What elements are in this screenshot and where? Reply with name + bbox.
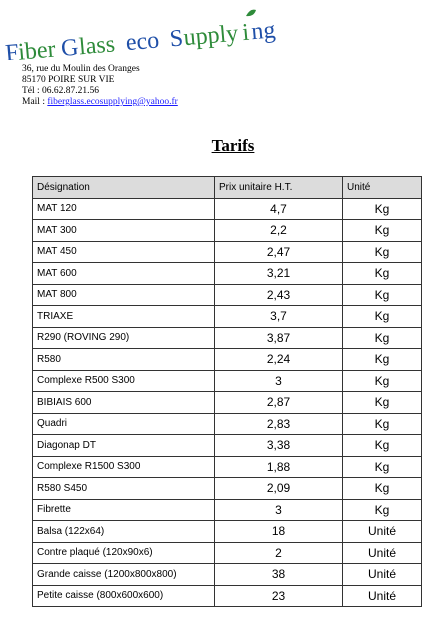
svg-text:upply: upply	[182, 20, 240, 52]
cell-unit: Unité	[343, 585, 422, 607]
table-row	[33, 564, 422, 586]
svg-text:iber: iber	[17, 36, 57, 60]
cell-unit: Kg	[343, 478, 422, 500]
mail-label: Mail :	[22, 97, 48, 107]
cell-designation: MAT 450	[33, 241, 215, 263]
company-address	[22, 64, 178, 108]
cell-price: 2,83	[215, 413, 343, 435]
cell-price: 23	[215, 585, 343, 607]
table-body	[33, 198, 422, 607]
price-table	[32, 176, 422, 607]
address-mail-line	[22, 97, 178, 108]
cell-unit: Kg	[343, 284, 422, 306]
cell-unit: Kg	[343, 456, 422, 478]
cell-unit: Kg	[343, 349, 422, 371]
cell-price: 2,87	[215, 392, 343, 414]
table-row	[33, 456, 422, 478]
company-logo	[2, 4, 302, 60]
leaf-icon	[246, 10, 256, 17]
email-link[interactable]: fiberglass.ecosupplying@yahoo.fr	[47, 97, 178, 107]
cell-unit: Unité	[343, 564, 422, 586]
table-row	[33, 521, 422, 543]
cell-price: 2,47	[215, 241, 343, 263]
table-row	[33, 435, 422, 457]
cell-unit: Unité	[343, 521, 422, 543]
logo-graphic	[2, 4, 302, 60]
cell-price: 2,2	[215, 220, 343, 242]
cell-unit: Kg	[343, 499, 422, 521]
svg-text:lass: lass	[77, 31, 117, 60]
cell-designation: Balsa (122x64)	[33, 521, 215, 543]
cell-price: 3,7	[215, 306, 343, 328]
cell-unit: Kg	[343, 327, 422, 349]
cell-designation: BIBIAIS 600	[33, 392, 215, 414]
cell-unit: Kg	[343, 241, 422, 263]
cell-designation: MAT 120	[33, 198, 215, 220]
cell-price: 2,09	[215, 478, 343, 500]
cell-designation: R290 (ROVING 290)	[33, 327, 215, 349]
column-header-unit: Unité	[343, 177, 422, 199]
cell-price: 2	[215, 542, 343, 564]
svg-text:i: i	[241, 19, 251, 47]
column-header-designation: Désignation	[33, 177, 215, 199]
svg-text:ng: ng	[250, 17, 277, 46]
table-row	[33, 413, 422, 435]
table-row	[33, 499, 422, 521]
address-phone: Tél : 06.62.87.21.56	[22, 86, 100, 96]
page-title: Tarifs	[211, 136, 255, 155]
cell-price: 38	[215, 564, 343, 586]
table-row	[33, 220, 422, 242]
cell-designation: Complexe R500 S300	[33, 370, 215, 392]
column-header-price: Prix unitaire H.T.	[215, 177, 343, 199]
table-row	[33, 263, 422, 285]
cell-designation: MAT 600	[33, 263, 215, 285]
cell-designation: Petite caisse (800x600x600)	[33, 585, 215, 607]
cell-designation: TRIAXE	[33, 306, 215, 328]
cell-price: 2,24	[215, 349, 343, 371]
table-row	[33, 478, 422, 500]
table-row	[33, 542, 422, 564]
table-header-row	[33, 177, 422, 199]
cell-designation: Fibrette	[33, 499, 215, 521]
cell-designation: Grande caisse (1200x800x800)	[33, 564, 215, 586]
table-row	[33, 349, 422, 371]
cell-unit: Kg	[343, 263, 422, 285]
cell-unit: Kg	[343, 392, 422, 414]
cell-designation: R580 S450	[33, 478, 215, 500]
cell-price: 3,21	[215, 263, 343, 285]
cell-unit: Kg	[343, 435, 422, 457]
table-row	[33, 327, 422, 349]
cell-designation: Complexe R1500 S300	[33, 456, 215, 478]
cell-unit: Kg	[343, 306, 422, 328]
table-row	[33, 306, 422, 328]
cell-unit: Unité	[343, 542, 422, 564]
table-row	[33, 241, 422, 263]
table-row	[33, 392, 422, 414]
address-street: 36, rue du Moulin des Oranges	[22, 64, 140, 74]
cell-designation: MAT 300	[33, 220, 215, 242]
cell-designation: Quadri	[33, 413, 215, 435]
svg-text:G: G	[60, 34, 80, 60]
table-row	[33, 370, 422, 392]
cell-designation: Diagonap DT	[33, 435, 215, 457]
table-row	[33, 585, 422, 607]
cell-unit: Kg	[343, 198, 422, 220]
cell-designation: R580	[33, 349, 215, 371]
table-row	[33, 284, 422, 306]
svg-text:S: S	[168, 25, 185, 53]
cell-unit: Kg	[343, 370, 422, 392]
cell-designation: MAT 800	[33, 284, 215, 306]
cell-price: 3,87	[215, 327, 343, 349]
cell-price: 4,7	[215, 198, 343, 220]
cell-price: 18	[215, 521, 343, 543]
cell-unit: Kg	[343, 220, 422, 242]
cell-price: 1,88	[215, 456, 343, 478]
table-row	[33, 198, 422, 220]
svg-text:F: F	[4, 39, 20, 60]
cell-price: 3	[215, 370, 343, 392]
svg-text:eco: eco	[124, 27, 161, 57]
cell-price: 2,43	[215, 284, 343, 306]
cell-price: 3,38	[215, 435, 343, 457]
address-city: 85170 POIRE SUR VIE	[22, 75, 115, 85]
cell-price: 3	[215, 499, 343, 521]
cell-designation: Contre plaqué (120x90x6)	[33, 542, 215, 564]
cell-unit: Kg	[343, 413, 422, 435]
